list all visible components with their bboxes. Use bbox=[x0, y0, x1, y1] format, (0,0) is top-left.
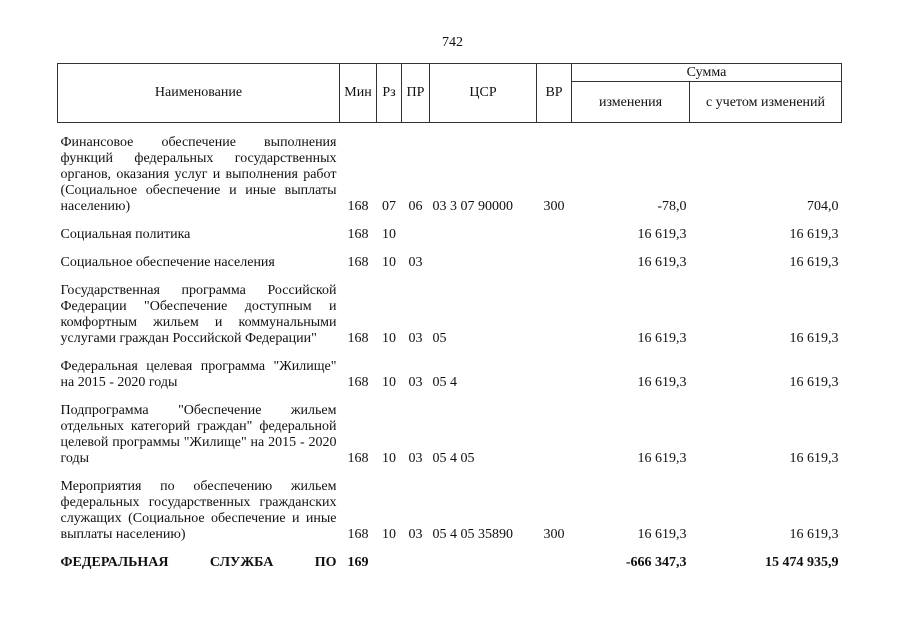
row-vr bbox=[537, 283, 572, 347]
row-csr: 03 3 07 90000 bbox=[432, 199, 513, 214]
table-row bbox=[58, 227, 842, 243]
row-min: 168 bbox=[347, 451, 369, 466]
header-name: Наименование bbox=[58, 64, 340, 123]
row-min: 168 bbox=[347, 331, 369, 346]
row-with-change: 16 619,3 bbox=[789, 331, 839, 346]
row-with-change: 16 619,3 bbox=[789, 451, 839, 466]
row-pr: 03 bbox=[408, 255, 423, 270]
row-vr: 300 bbox=[543, 199, 565, 214]
total-row-min: 169 bbox=[347, 555, 369, 570]
row-name: Подпрограмма "Обеспечение жильем отдельных категорий граждан" федеральной целевой программы "Жилище" на 2015 - 2020 годы bbox=[60, 403, 337, 466]
row-csr bbox=[430, 255, 537, 271]
total-row-with-change: 15 474 935,9 bbox=[765, 555, 839, 570]
row-rz: 10 bbox=[382, 375, 396, 390]
row-vr: 300 bbox=[543, 527, 565, 542]
header-csr: ЦСР bbox=[430, 64, 537, 123]
row-min: 168 bbox=[347, 375, 369, 390]
header-change: изменения bbox=[572, 82, 690, 123]
row-rz: 10 bbox=[382, 331, 396, 346]
row-csr: 05 bbox=[432, 331, 447, 346]
row-pr: 03 bbox=[408, 375, 423, 390]
row-rz: 07 bbox=[382, 199, 396, 214]
row-change: 16 619,3 bbox=[637, 527, 687, 542]
page-number: 742 bbox=[442, 35, 463, 50]
row-pr: 03 bbox=[408, 451, 423, 466]
row-change: 16 619,3 bbox=[637, 331, 687, 346]
row-vr bbox=[537, 227, 572, 243]
table-row bbox=[58, 135, 842, 215]
row-pr: 03 bbox=[408, 527, 423, 542]
row-with-change: 16 619,3 bbox=[789, 375, 839, 390]
row-with-change: 16 619,3 bbox=[789, 227, 839, 242]
row-csr bbox=[430, 227, 537, 243]
row-rz: 10 bbox=[382, 527, 396, 542]
row-name: Государственная программа Российской Федерации "Обеспечение доступным и комфортным жильем и коммунальными услугами граждан Российской Федерации" bbox=[60, 283, 337, 346]
row-min: 168 bbox=[347, 255, 369, 270]
row-with-change: 16 619,3 bbox=[789, 527, 839, 542]
table-row bbox=[58, 359, 842, 391]
table-row bbox=[58, 479, 842, 543]
row-rz: 10 bbox=[382, 227, 396, 242]
row-with-change: 16 619,3 bbox=[789, 255, 839, 270]
table-row bbox=[58, 403, 842, 467]
row-name: Финансовое обеспечение выполнения функций федеральных государственных органов, оказания услуг и выполнения работ (Социальное обеспечение и иные выплаты населению) bbox=[60, 135, 337, 214]
table-row bbox=[58, 283, 842, 347]
row-rz: 10 bbox=[382, 451, 396, 466]
row-change: 16 619,3 bbox=[637, 227, 687, 242]
row-pr: 06 bbox=[408, 199, 423, 214]
row-min: 168 bbox=[347, 527, 369, 542]
row-vr bbox=[537, 255, 572, 271]
header-with-change: с учетом изменений bbox=[690, 82, 842, 123]
row-name: Мероприятия по обеспечению жильем федеральных государственных гражданских служащих (Социальное обеспечение и иные выплаты населению) bbox=[60, 479, 337, 542]
row-name: Федеральная целевая программа "Жилище" на 2015 - 2020 годы bbox=[60, 359, 337, 390]
budget-table bbox=[57, 63, 842, 571]
row-csr: 05 4 bbox=[432, 375, 457, 390]
row-min: 168 bbox=[347, 227, 369, 242]
row-csr: 05 4 05 bbox=[432, 451, 475, 466]
row-min: 168 bbox=[347, 199, 369, 214]
row-csr: 05 4 05 35890 bbox=[432, 527, 513, 542]
row-change: 16 619,3 bbox=[637, 255, 687, 270]
row-vr bbox=[537, 403, 572, 467]
row-pr bbox=[402, 227, 430, 243]
row-with-change: 704,0 bbox=[807, 199, 839, 214]
row-vr bbox=[537, 359, 572, 391]
header-vr: ВР bbox=[537, 64, 572, 123]
row-name: Социальная политика bbox=[60, 227, 191, 242]
header-rz: Рз bbox=[377, 64, 402, 123]
total-row bbox=[58, 555, 842, 571]
table-row bbox=[58, 255, 842, 271]
header-pr: ПР bbox=[402, 64, 430, 123]
row-pr: 03 bbox=[408, 331, 423, 346]
total-row-name: ФЕДЕРАЛЬНАЯ СЛУЖБА ПО bbox=[60, 555, 337, 570]
header-sum: Сумма bbox=[572, 64, 842, 82]
row-change: -78,0 bbox=[657, 199, 687, 214]
row-change: 16 619,3 bbox=[637, 375, 687, 390]
total-row-change: -666 347,3 bbox=[625, 555, 687, 570]
row-name: Социальное обеспечение населения bbox=[60, 255, 275, 270]
row-rz: 10 bbox=[382, 255, 396, 270]
header-min: Мин bbox=[340, 64, 377, 123]
row-change: 16 619,3 bbox=[637, 451, 687, 466]
